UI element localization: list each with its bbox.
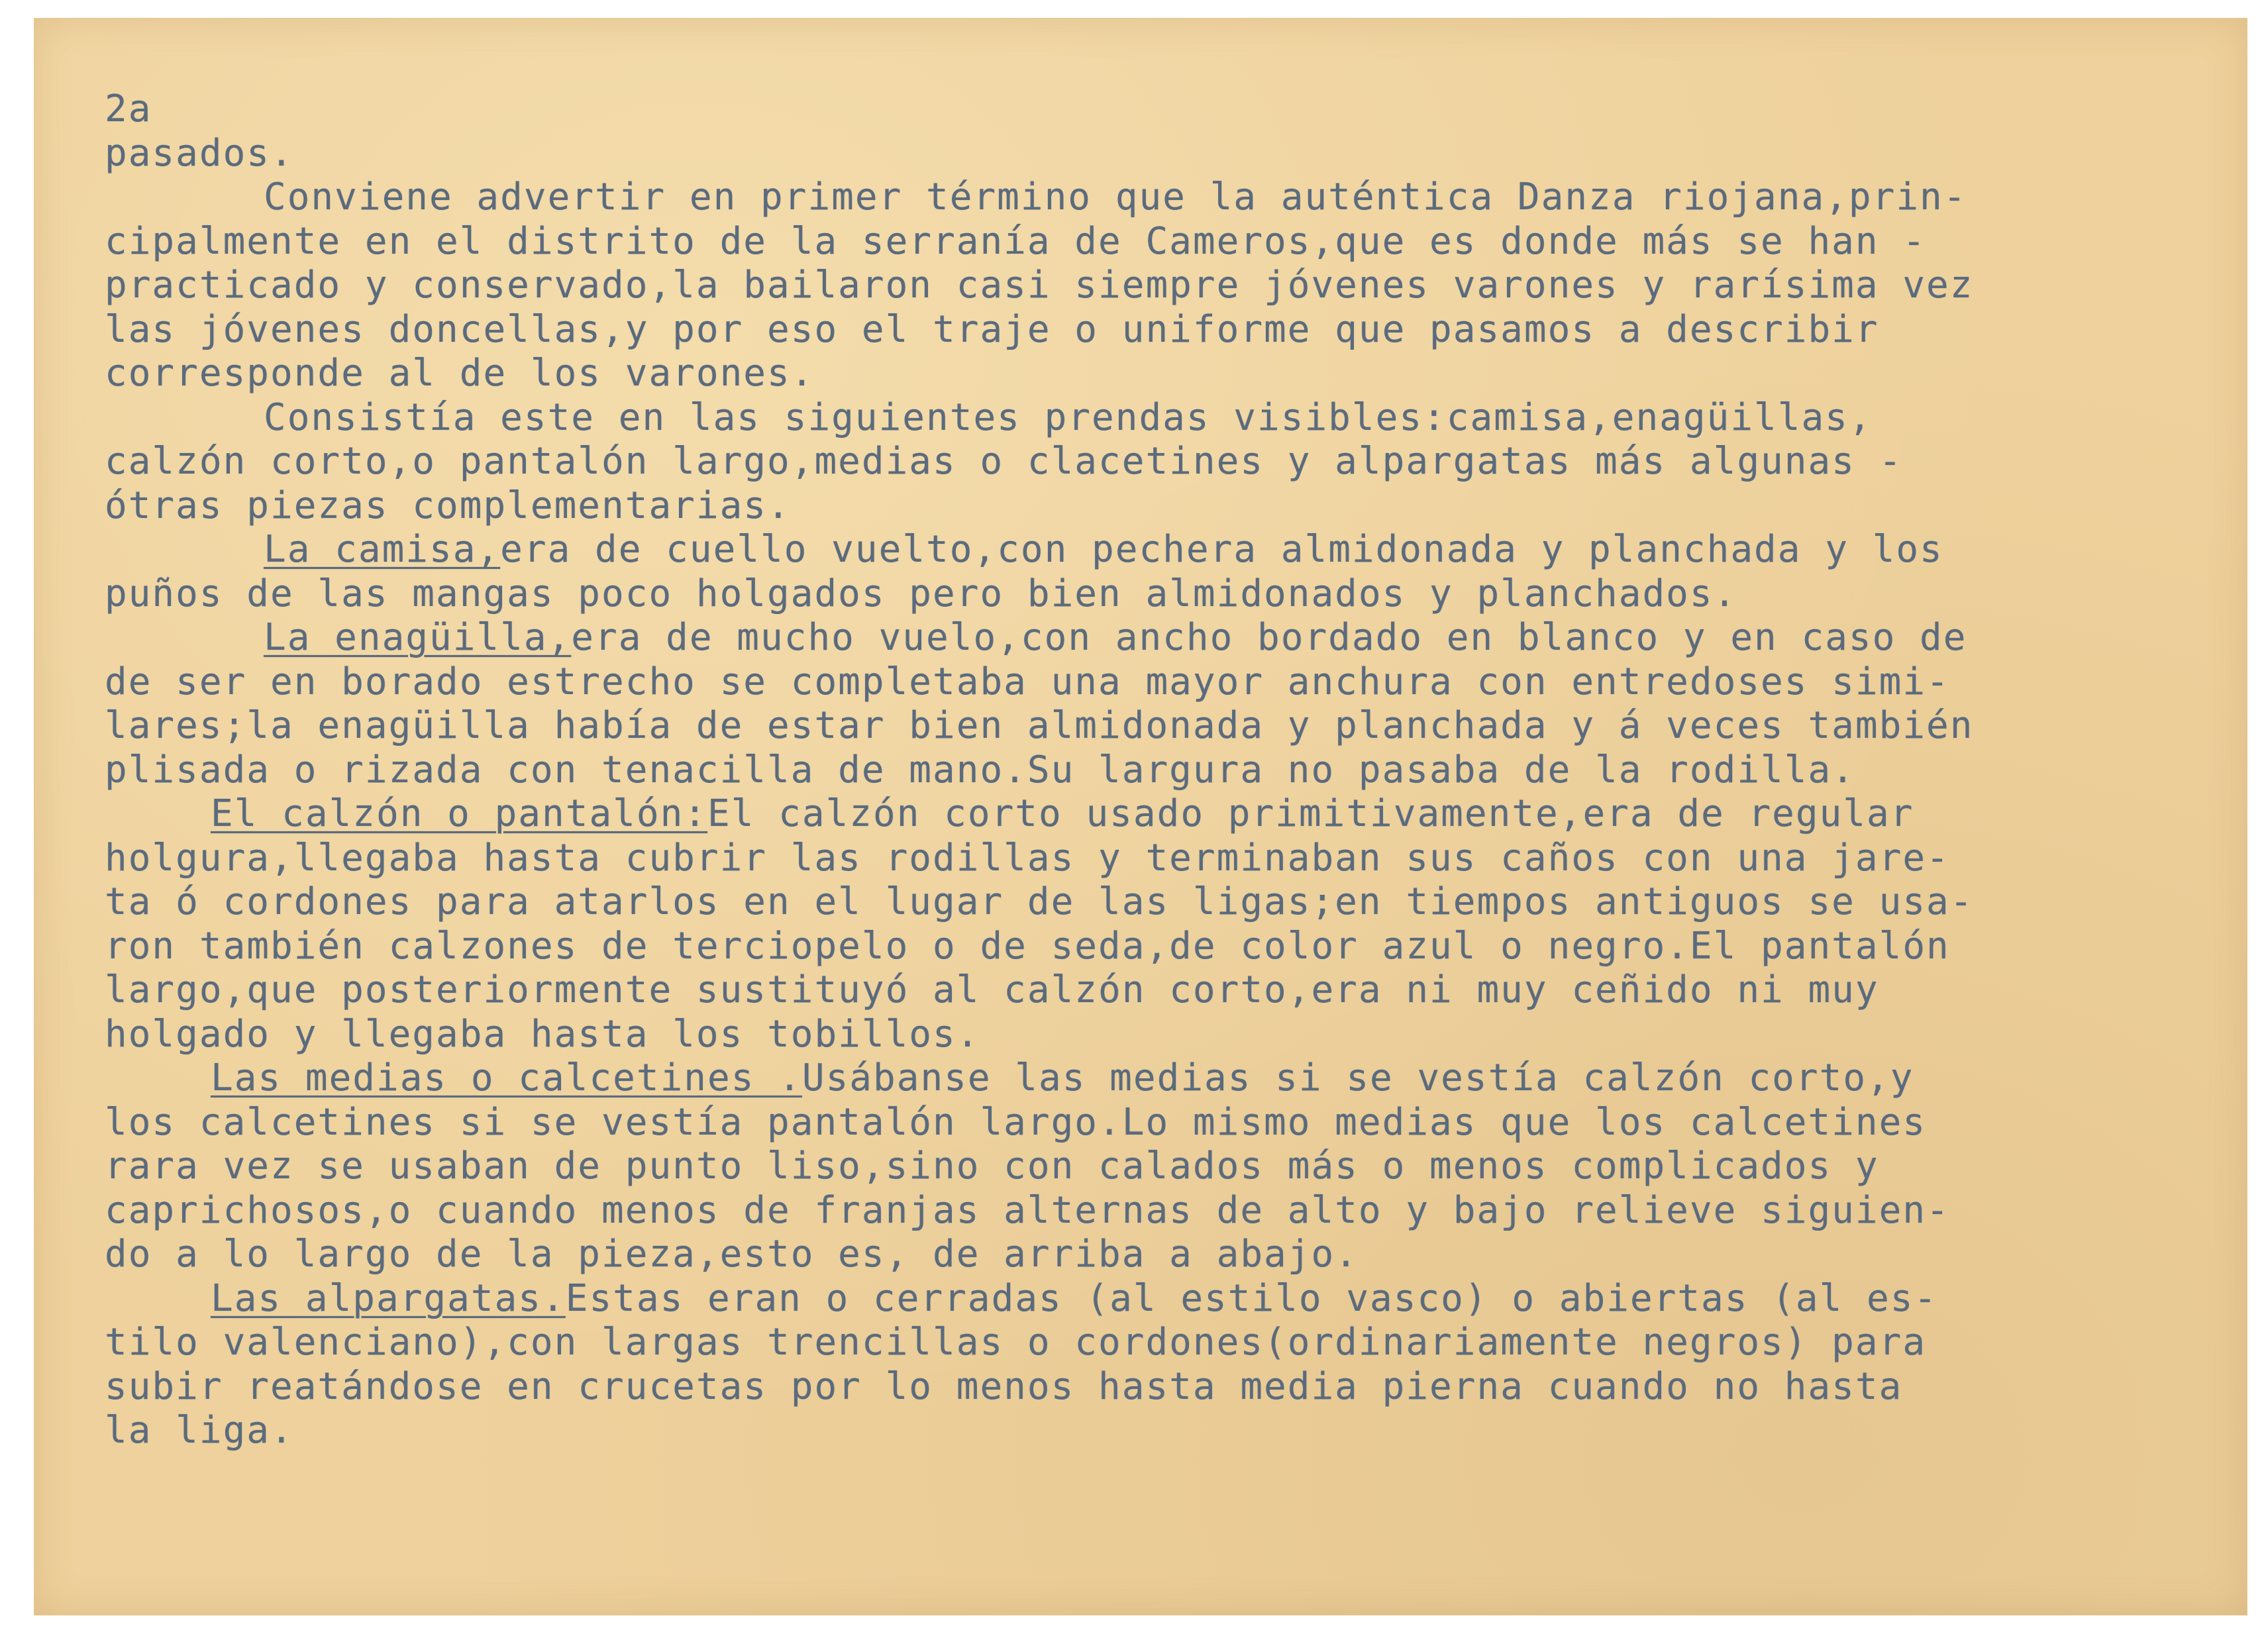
text-line: caprichosos,o cuando menos de franjas alternas de alto y bajo relieve siguien- bbox=[105, 1188, 1950, 1232]
heading-medias: Las medias o calcetines . bbox=[211, 1056, 802, 1099]
text-line bbox=[105, 1277, 2224, 1321]
text-line: subir reatándose en crucetas por lo menos hasta media pierna cuando no hasta bbox=[105, 1364, 1903, 1408]
text-line: de ser en borado estrecho se completaba una mayor anchura con entredoses simi- bbox=[105, 660, 1950, 703]
page-number: 2a bbox=[105, 87, 152, 130]
text-line: los calcetines si se vestía pantalón largo.Lo mismo medias que los calcetines bbox=[105, 1100, 1927, 1144]
text-line: holgura,llegaba hasta cubrir las rodillas y terminaban sus caños con una jare- bbox=[105, 836, 1950, 880]
document-text bbox=[105, 87, 2224, 1453]
text-line: largo,que posteriormente sustituyó al calzón corto,era ni muy ceñido ni muy bbox=[105, 968, 1879, 1011]
text-line: ta ó cordones para atarlos en el lugar de las ligas;en tiempos antiguos se usa- bbox=[105, 880, 1974, 923]
text-line: plisada o rizada con tenacilla de mano.Su largura no pasaba de la rodilla. bbox=[105, 748, 1855, 791]
heading-camisa: La camisa, bbox=[264, 528, 501, 571]
text-line: do a lo largo de la pieza,esto es, de arriba a abajo. bbox=[105, 1233, 1359, 1276]
text-line: lares;la enagüilla había de estar bien almidonada y planchada y á veces también bbox=[105, 704, 1974, 747]
text-line: ron también calzones de terciopelo o de seda,de color azul o negro.El pantalón bbox=[105, 924, 1950, 968]
heading-camisa-lead: era de bbox=[500, 528, 643, 571]
text-line: la liga. bbox=[105, 1409, 294, 1452]
text-line: tilo valenciano),con largas trencillas o cordones(ordinariamente negros) para bbox=[105, 1321, 1927, 1364]
text-line: las jóvenes doncellas,y por eso el traje o uniforme que pasamos a describir bbox=[105, 307, 1879, 351]
text-fragment: Estas eran o cerradas (al estilo vasco) o abiertas (al es- bbox=[565, 1276, 1938, 1320]
text-fragment: cuello vuelto,con pechera almidonada y planchada y los bbox=[666, 528, 1943, 571]
text-line bbox=[105, 1056, 2224, 1101]
text-line bbox=[105, 528, 2224, 572]
text-line: holgado y llegaba hasta los tobillos. bbox=[105, 1012, 980, 1056]
text-line bbox=[105, 616, 2224, 660]
text-line: practicado y conservado,la bailaron casi siempre jóvenes varones y rarísima vez bbox=[105, 264, 1974, 307]
text-line: cipalmente en el distrito de la serranía de Cameros,que es donde más se han - bbox=[105, 219, 1927, 263]
typewritten-page bbox=[34, 19, 2247, 1615]
text-line: Consistía este en las siguientes prendas visibles:camisa,enagüillas, bbox=[264, 395, 1873, 439]
heading-alpargatas: Las alpargatas. bbox=[211, 1276, 566, 1320]
text-line: puños de las mangas poco holgados pero bien almidonados y planchados. bbox=[105, 572, 1737, 615]
text-line: Conviene advertir en primer término que la auténtica Danza riojana,prin- bbox=[264, 176, 1967, 219]
heading-enaguilla: La enagüilla, bbox=[264, 616, 572, 659]
heading-calzon: El calzón o pantalón: bbox=[211, 792, 708, 835]
text-fragment: El calzón corto usado primitivamente,era de regular bbox=[707, 792, 1914, 835]
text-fragment: ra de mucho vuelo,con ancho bordado en blanco y en caso de bbox=[595, 616, 1967, 659]
text-line bbox=[105, 792, 2224, 837]
text-fragment: Usábanse las medias si se vestía calzón corto,y bbox=[801, 1056, 1914, 1099]
text-line: calzón corto,o pantalón largo,medias o clacetines y alpargatas más algunas - bbox=[105, 440, 1903, 483]
heading-enaguilla-lead: e bbox=[571, 616, 595, 659]
text-line: ótras piezas complementarias. bbox=[105, 484, 791, 527]
text-line: pasados. bbox=[105, 131, 294, 175]
text-line: rara vez se usaban de punto liso,sino con calados más o menos complicados y bbox=[105, 1145, 1879, 1188]
text-line: corresponde al de los varones. bbox=[105, 352, 815, 395]
